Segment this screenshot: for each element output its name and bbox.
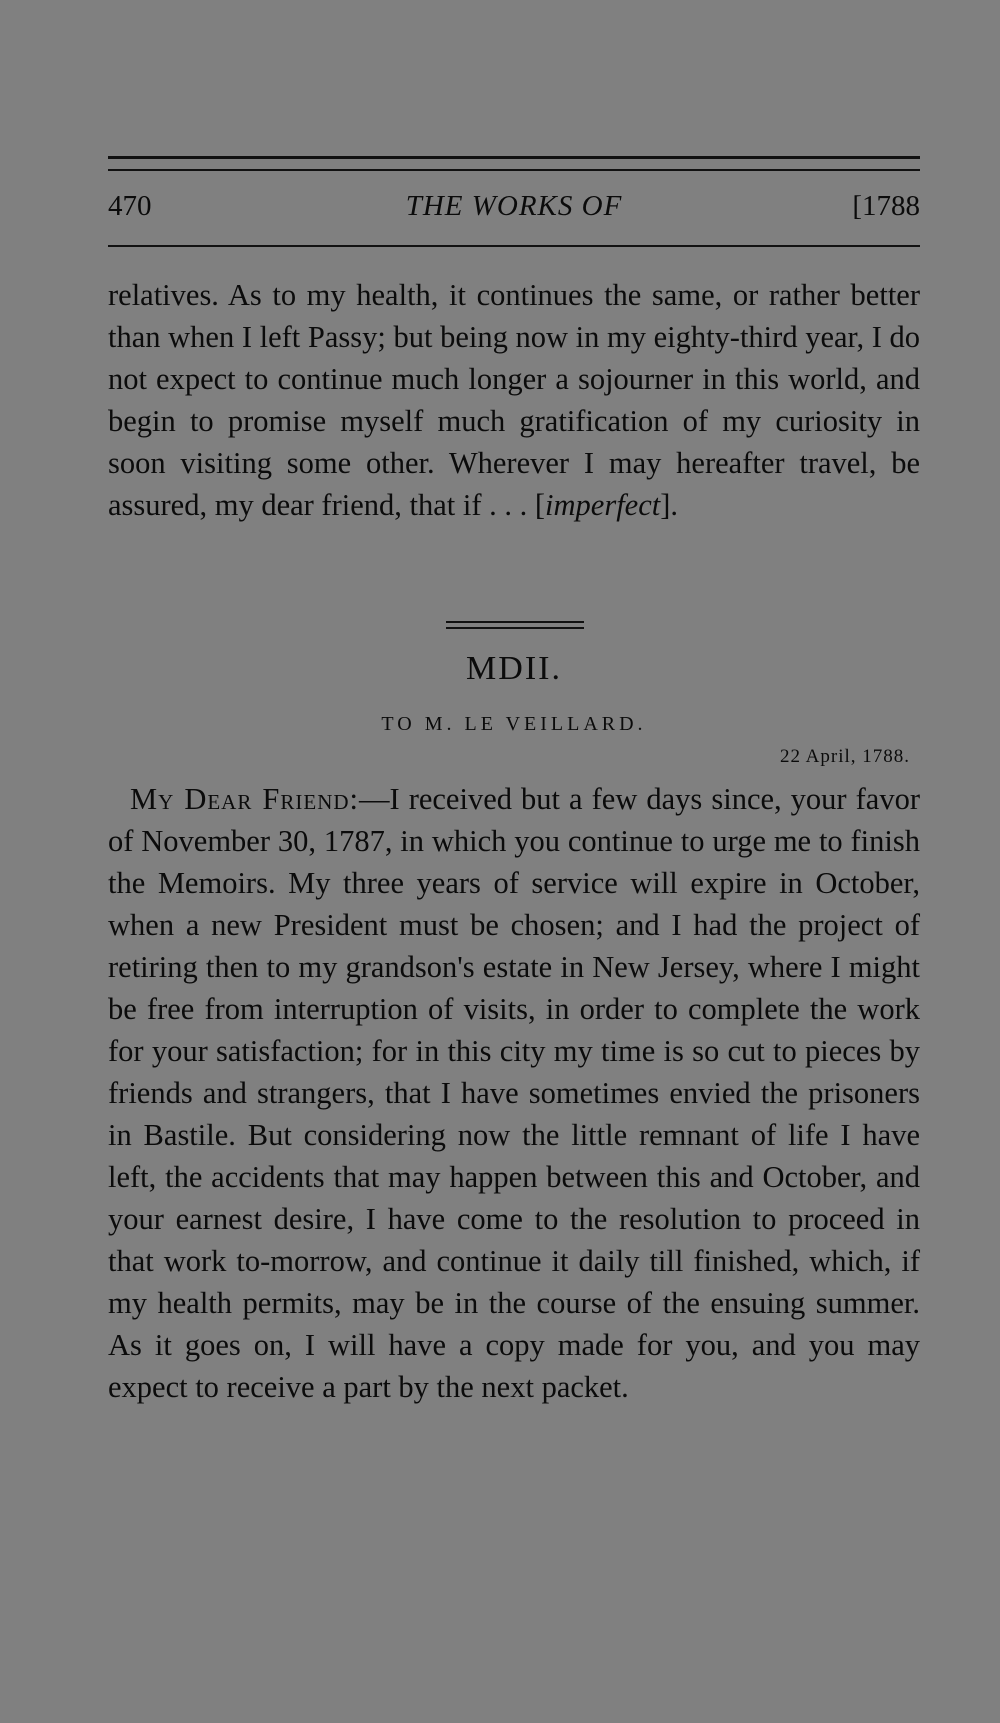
letter-body [108,778,920,1408]
running-year: [1788 [852,190,920,222]
page-number: 470 [108,190,152,222]
editorial-note: imperfect [545,488,661,522]
section-divider [446,621,584,623]
top-rule-secondary [108,169,920,171]
letter-date: 22 April, 1788. [779,746,910,767]
running-head [108,190,920,230]
editorial-note-open: [ [534,488,546,522]
book-page [108,0,920,1723]
continuation-paragraph [108,274,920,526]
letter-addressee: TO M. LE VEILLARD. [381,713,647,735]
continuation-text: relatives. As to my health, it continues the same, or rather better than when I left Passy; but being now in my eighty-third year, I do not expect to continue much longer a sojourner in this world, and begin to promise myself much gratification of my curiosity in soon visiting some other. Wherever I may hereafter travel, be assured, my dear friend, that if . . . [108,278,920,522]
running-title: THE WORKS OF [405,190,623,222]
editorial-note-close: ]. [660,488,679,522]
section-divider-secondary [446,627,584,629]
head-rule [108,245,920,247]
letter-body-text: —I received but a few days since, your favor of November 30, 1787, in which you continue to urge me to finish the Memoirs. My three years of service will expire in October, when a new President must be chosen; and I had the project of retiring then to my grandson's estate in New Jersey, where I might be free from interruption of visits, in order to complete the work for your satisfaction; for in this city my time is so cut to pieces by friends and strangers, that I have sometimes envied the prisoners in Bastile. But considering now the little remnant of life I have left, the accidents that may happen between this and October, and your earnest desire, I have come to the resolution to proceed in that work to-morrow, and continue it daily till finished, which, if my health permits, may be in the course of the ensuing summer. As it goes on, I will have a copy made for you, and you may expect to receive a part by the next packet. [108,782,920,1404]
letter-salutation: My Dear Friend: [130,782,359,816]
top-rule [108,156,920,159]
letter-number: MDII. [466,650,562,687]
